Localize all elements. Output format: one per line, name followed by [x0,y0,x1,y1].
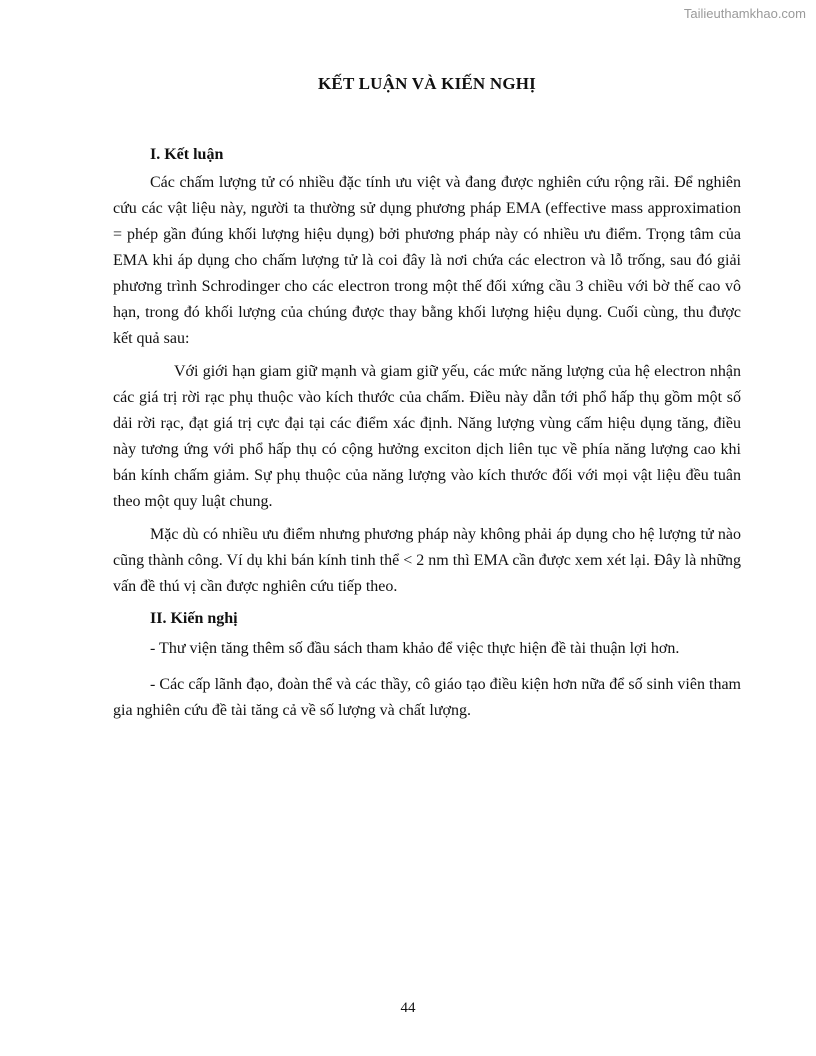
page-number: 44 [400,1000,416,1016]
section-heading-conclusion: I. Kết luận [150,146,224,163]
conclusion-paragraph-3: Mặc dù có nhiều ưu điểm nhưng phương pháp này không phải áp dụng cho hệ lượng tử nào cũng thành công. Ví dụ khi bán kính tinh thể < 2 nm thì EMA cần được xem xét lại. Đây là những vấn đề thú vị cần được nghiên cứu tiếp theo. [113,526,741,595]
recommendation-paragraph-2: - Các cấp lãnh đạo, đoàn thể và các thầy, cô giáo tạo điều kiện hơn nữa để số sinh viên tham gia nghiên cứu đề tài tăng cả về số lượng và chất lượng. [113,676,741,719]
document-page [113,74,741,724]
watermark: Tailieuthamkhao.com [683,6,806,21]
section-heading-recommendation: II. Kiến nghị [150,610,238,627]
recommendation-paragraph-1: - Thư viện tăng thêm số đầu sách tham khảo để việc thực hiện đề tài thuận lợi hơn. [150,640,680,657]
conclusion-paragraph-1: Các chấm lượng tử có nhiều đặc tính ưu việt và đang được nghiên cứu rộng rãi. Để nghiên cứu các vật liệu này, người ta thường sử dụng phương pháp EMA (effective mass approximation = phép gần đúng khối lượng hiệu dụng) bởi phương pháp này có nhiều ưu điểm. Trọng tâm của EMA khi áp dụng cho chấm lượng tử là coi đây là nơi chứa các electron và lỗ trống, sau đó giải phương trình Schrodinger cho các electron trong một thế đối xứng cầu 3 chiều với bờ thế cao vô hạn, trong đó khối lượng của chúng được thay bằng khối lượng hiệu dụng. Cuối cùng, thu được kết quả sau: [113,174,741,347]
conclusion-paragraph-2: Với giới hạn giam giữ mạnh và giam giữ yếu, các mức năng lượng của hệ electron nhận các giá trị rời rạc phụ thuộc vào kích thước của chấm. Điều này dẫn tới phổ hấp thụ gồm một số dải rời rạc, đạt giá trị cực đại tại các điểm xác định. Năng lượng vùng cấm hiệu dụng tăng, điều này tương ứng với phổ hấp thụ có cộng hưởng exciton dịch liên tục về phía năng lượng cao khi bán kính chấm giảm. Sự phụ thuộc của năng lượng vào kích thước đối với mọi vật liệu đều tuân theo một quy luật chung. [113,363,741,510]
page-title: KẾT LUẬN VÀ KIẾN NGHỊ [317,74,536,93]
